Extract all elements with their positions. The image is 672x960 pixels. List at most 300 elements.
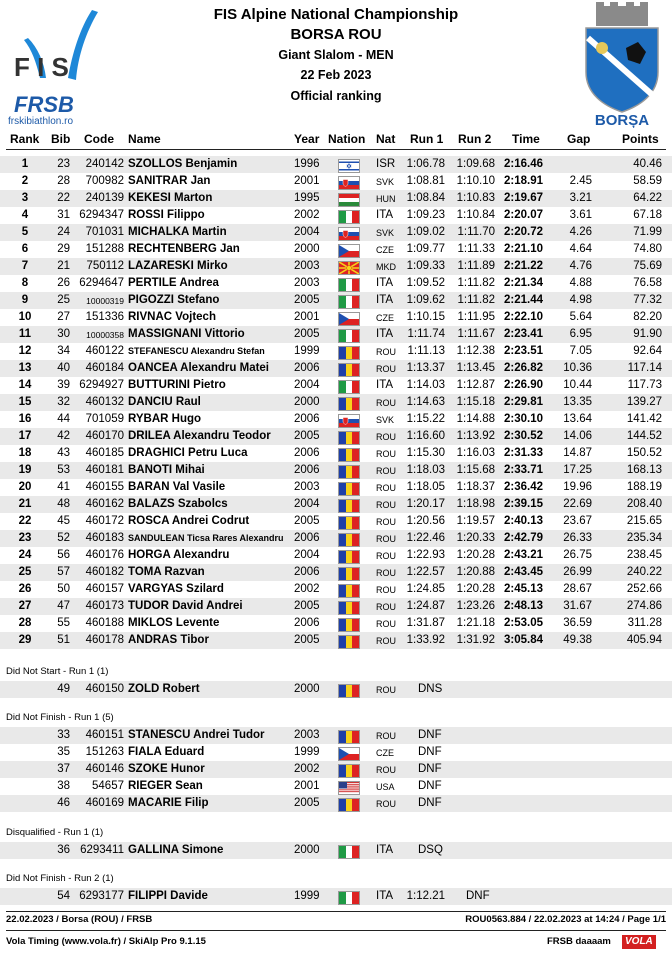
code-cell: 151336 [85,310,124,323]
frsb-url: frskibiathlon.ro [8,116,74,126]
code-cell: 460178 [85,633,124,646]
result-row [0,309,672,326]
name-cell: FILIPPI Davide [128,889,208,902]
result-row [0,496,672,513]
run1-cell: 1:14.03 [406,378,445,391]
time-cell: 2:20.07 [503,208,543,221]
nat-cell: ROU [376,533,396,544]
name-cell: DRAGHICI Petru Luca [128,446,248,459]
footer-line-2 [0,935,672,951]
bib-cell: 31 [57,208,70,221]
nat-cell: ROU [376,363,396,374]
bib-cell: 21 [57,259,70,272]
flag-ita-icon [338,891,358,903]
nat-cell: ROU [376,730,396,741]
result-row [0,547,672,564]
name-cell: BARAN Val Vasile [128,480,226,493]
nat-cell: ITA [376,889,394,902]
col-time: Time [512,132,540,146]
code-cell: 460184 [85,361,124,374]
time-cell: 2:43.21 [503,548,543,561]
result-row [0,598,672,615]
run1-cell: 1:20.56 [406,514,445,527]
name-cell: ZOLD Robert [128,682,200,695]
gap-cell: 19.96 [563,480,592,493]
name-cell: HORGA Alexandru [128,548,230,561]
frsb-text: FRSB [14,92,74,117]
bib-cell: 53 [57,463,70,476]
status-row [0,888,672,905]
points-cell: 252.66 [626,582,662,595]
result-row [0,513,672,530]
name-cell: DANCIU Raul [128,395,201,408]
gap-cell: 7.05 [569,344,592,357]
run1-cell: 1:24.85 [406,582,445,595]
run2-cell: 1:11.89 [457,259,495,272]
time-cell: 2:36.42 [503,480,543,493]
code-cell: 700982 [85,174,124,187]
name-cell: FIALA Eduard [128,745,205,758]
nat-cell: ROU [376,584,396,595]
rank-cell: 16 [18,412,32,425]
gap-cell: 6.95 [569,327,592,340]
footer-divider-top [6,911,666,912]
run1-cell: 1:09.02 [406,225,445,238]
bib-cell: 45 [57,514,70,527]
run1-cell: 1:33.92 [406,633,445,646]
header-divider [6,149,666,150]
code-cell: 240139 [85,191,124,204]
flag-rou-icon [338,618,358,630]
bib-cell: 55 [57,616,70,629]
bib-cell: 56 [57,548,70,561]
year-cell: 2005 [294,327,320,340]
flag-ita-icon [338,380,358,392]
year-cell: 2006 [294,361,320,374]
rank-cell: 17 [18,429,32,442]
year-cell: 2000 [294,242,320,255]
bib-cell: 30 [57,327,70,340]
year-cell: 1999 [294,745,320,758]
run2-cell: 1:18.98 [456,497,495,510]
flag-rou-icon [338,730,358,742]
championship-title: FIS Alpine National Championship [213,6,459,23]
time-cell: 2:31.33 [503,446,543,459]
bib-cell: 23 [57,157,70,170]
nat-cell: ROU [376,346,396,357]
rank-cell: 8 [21,276,29,289]
bib-cell: 35 [57,745,70,758]
rank-cell: 25 [18,565,32,578]
points-cell: 188.19 [626,480,662,493]
run1-cell: 1:09.77 [406,242,445,255]
bib-cell: 52 [57,531,70,544]
time-cell: 2:21.22 [503,259,543,272]
dnf1-section-title: Did Not Finish - Run 1 (5) [6,712,114,723]
year-cell: 2003 [294,728,320,741]
name-cell: TOMA Razvan [128,565,205,578]
time-cell: 2:29.81 [503,395,543,408]
nat-cell: ROU [376,482,396,493]
status-cell: DNF [418,779,442,792]
run2-cell: 1:15.18 [456,395,495,408]
nat-cell: ITA [376,276,394,289]
nat-cell: ROU [376,448,396,459]
year-cell: 1999 [294,889,320,902]
code-cell: 460188 [85,616,124,629]
name-cell: SANITRAR Jan [128,174,211,187]
bib-cell: 49 [57,682,70,695]
column-headers [0,129,672,149]
time-cell: 2:40.13 [503,514,543,527]
result-row [0,275,672,292]
rank-cell: 6 [21,242,29,255]
result-row [0,326,672,343]
name-cell: BALAZS Szabolcs [128,497,228,510]
nat-cell: SVK [376,227,395,238]
nat-cell: ITA [376,208,394,221]
nat-cell: ITA [376,327,394,340]
flag-hun-icon [338,193,358,205]
col-run1: Run 1 [410,132,444,146]
points-cell: 139.27 [626,395,662,408]
flag-rou-icon [338,798,358,810]
status-row [0,795,672,812]
gap-cell: 4.76 [569,259,592,272]
year-cell: 1999 [294,344,320,357]
bib-cell: 51 [57,633,70,646]
col-gap: Gap [567,132,591,146]
points-cell: 208.40 [626,497,662,510]
flag-isr-icon [338,159,358,171]
status-cell: DNF [418,745,442,758]
run2-cell: 1:21.18 [456,616,495,629]
run2-cell: 1:13.92 [456,429,495,442]
nat-cell: ISR [376,157,396,170]
points-cell: 144.52 [626,429,662,442]
run1-cell: 1:31.87 [406,616,445,629]
points-cell: 215.65 [626,514,662,527]
points-cell: 92.64 [633,344,662,357]
bib-cell: 33 [57,728,70,741]
gap-cell: 22.69 [563,497,592,510]
points-cell: 64.22 [633,191,662,204]
status-row [0,761,672,778]
flag-svk-icon [338,414,358,426]
run2-cell: 1:20.28 [456,582,495,595]
bib-cell: 43 [57,446,70,459]
time-cell: 2:21.44 [503,293,543,306]
run1-cell: 1:12.21 [406,889,445,902]
col-nation: Nation [328,132,366,146]
year-cell: 2001 [294,779,320,792]
run1-cell: 1:09.52 [406,276,445,289]
nat-cell: ROU [376,635,396,646]
bib-cell: 36 [57,843,70,856]
flag-rou-icon [338,764,358,776]
col-run2: Run 2 [458,132,492,146]
year-cell: 2005 [294,514,320,527]
rank-cell: 1 [21,157,29,170]
rank-cell: 14 [18,378,32,391]
code-cell: 460170 [85,429,124,442]
results-table [0,156,672,649]
name-cell: STEFANESCU Alexandru Stefan [128,346,265,356]
flag-ita-icon [338,845,358,857]
run2-cell: 1:14.88 [456,412,495,425]
gap-cell: 23.67 [563,514,592,527]
col-bib: Bib [51,132,71,146]
event-title: Giant Slalom - MEN [278,48,394,62]
result-row [0,615,672,632]
name-cell: KEKESI Marton [128,191,213,204]
code-cell: 151263 [85,745,124,758]
year-cell: 2005 [294,293,320,306]
result-row [0,241,672,258]
run2-cell: 1:11.33 [457,242,495,255]
year-cell: 2000 [294,843,320,856]
gap-cell: 31.67 [563,599,592,612]
points-cell: 141.42 [626,412,662,425]
bib-cell: 57 [57,565,70,578]
nat-cell: ITA [376,378,394,391]
code-cell: 460185 [85,446,124,459]
flag-rou-icon [338,567,358,579]
name-cell: RIEGER Sean [128,779,203,792]
result-row [0,564,672,581]
gap-cell: 13.64 [563,412,592,425]
col-year: Year [294,132,320,146]
gap-cell: 14.87 [563,446,592,459]
footer-timing: Vola Timing (www.vola.fr) / SkiAlp Pro 9.1.15 [6,936,206,947]
result-row [0,428,672,445]
flag-usa-icon [338,781,358,793]
name-cell: RECHTENBERG Jan [128,242,240,255]
run1-cell: 1:09.23 [406,208,445,221]
rank-cell: 23 [18,531,32,544]
nat-cell: ROU [376,764,396,775]
nat-cell: SVK [376,414,395,425]
name-cell: ANDRAS Tibor [128,633,209,646]
time-cell: 2:21.10 [503,242,543,255]
status-cell: DNS [418,682,443,695]
name-cell: MICHALKA Martin [128,225,227,238]
bib-cell: 24 [57,225,70,238]
flag-cze-icon [338,747,358,759]
bib-cell: 40 [57,361,70,374]
flag-rou-icon [338,448,358,460]
year-cell: 2004 [294,225,320,238]
time-cell: 2:20.72 [503,225,543,238]
nat-cell: ROU [376,465,396,476]
status-row [0,778,672,795]
gap-cell: 5.64 [569,310,592,323]
points-cell: 71.99 [633,225,662,238]
gap-cell: 28.67 [563,582,592,595]
code-cell: 10000358 [86,329,124,340]
name-cell: LAZARESKI Mirko [128,259,228,272]
rank-cell: 26 [18,582,32,595]
code-cell: 6293177 [79,889,124,902]
code-cell: 6293411 [80,843,124,856]
code-cell: 240142 [85,157,124,170]
flag-rou-icon [338,550,358,562]
points-cell: 405.94 [626,633,662,646]
points-cell: 67.18 [633,208,662,221]
name-cell: RYBAR Hugo [128,412,202,425]
code-cell: 460122 [85,344,124,357]
name-cell: TUDOR David Andrei [128,599,243,612]
run1-cell: 1:11.13 [407,344,445,357]
name-cell: OANCEA Alexandru Matei [128,361,270,374]
year-cell: 2000 [294,395,320,408]
run2-cell: 1:20.28 [456,548,495,561]
nat-cell: ROU [376,397,396,408]
year-cell: 2001 [294,310,320,323]
year-cell: 2003 [294,276,320,289]
gap-cell: 26.33 [563,531,592,544]
nat-cell: CZE [376,244,394,255]
gap-cell: 36.59 [563,616,592,629]
points-cell: 91.90 [633,327,662,340]
flag-rou-icon [338,363,358,375]
dsq-section-title: Disqualified - Run 1 (1) [6,827,104,838]
bib-cell: 25 [57,293,70,306]
flag-rou-icon [338,533,358,545]
points-cell: 311.28 [627,616,662,629]
footer-divider-bottom [6,930,666,931]
points-cell: 274.86 [626,599,662,612]
event-date: 22 Feb 2023 [300,68,372,82]
code-cell: 6294647 [79,276,124,289]
code-cell: 750112 [86,259,124,272]
run2-cell: 1:16.03 [456,446,495,459]
code-cell: 6294927 [79,378,124,391]
points-cell: 76.58 [633,276,662,289]
flag-rou-icon [338,601,358,613]
rank-cell: 3 [21,191,29,204]
status-cell: DNF [418,796,442,809]
gap-cell: 17.25 [563,463,592,476]
year-cell: 2002 [294,762,320,775]
rank-cell: 24 [18,548,32,561]
year-cell: 2000 [294,682,320,695]
footer-line-1 [0,914,672,928]
dnf2-section-title: Did Not Finish - Run 2 (1) [6,873,114,884]
name-cell: ROSCA Andrei Codrut [128,514,250,527]
run1-cell: 1:15.22 [406,412,445,425]
flag-rou-icon [338,465,358,477]
bib-cell: 46 [57,796,70,809]
flag-rou-icon [338,584,358,596]
ranking-type: Official ranking [290,89,382,103]
time-cell: 2:42.79 [503,531,543,544]
nat-cell: ROU [376,567,396,578]
bib-cell: 29 [57,242,70,255]
year-cell: 2006 [294,446,320,459]
rank-cell: 7 [21,259,29,272]
footer-right: ROU0563.884 / 22.02.2023 at 14:24 / Page 1/1 [465,914,666,925]
rank-cell: 4 [21,208,29,221]
rank-cell: 2 [21,174,29,187]
run1-cell: 1:20.17 [406,497,445,510]
run1-cell: 1:13.37 [406,361,445,374]
code-cell: 54657 [92,779,124,792]
time-cell: 2:30.10 [503,412,543,425]
fis-frsb-logo [6,6,106,126]
time-cell: 2:39.15 [503,497,543,510]
flag-rou-icon [338,684,358,696]
time-cell: 2:30.52 [503,429,543,442]
run2-cell: 1:18.37 [456,480,495,493]
run1-cell: 1:16.60 [406,429,445,442]
name-cell: VARGYAS Szilard [128,582,224,595]
result-row [0,360,672,377]
name-cell: BANOTI Mihai [128,463,205,476]
gap-cell: 4.26 [569,225,592,238]
bib-cell: 41 [57,480,70,493]
run1-cell: 1:11.74 [407,327,445,340]
col-code: Code [84,132,114,146]
rank-cell: 12 [18,344,32,357]
nat-cell: ROU [376,550,396,561]
time-cell: 2:18.91 [503,174,543,187]
rank-cell: 20 [18,480,32,493]
result-row [0,445,672,462]
rank-cell: 10 [18,310,32,323]
time-cell: 2:23.51 [503,344,543,357]
year-cell: 2003 [294,480,320,493]
flag-cze-icon [338,312,358,324]
run2-cell: 1:10.10 [456,174,495,187]
flag-rou-icon [338,635,358,647]
run1-cell: 1:08.81 [406,174,445,187]
gap-cell: 3.21 [569,191,592,204]
nat-cell: ROU [376,684,396,695]
borsa-coat-of-arms [582,2,662,128]
run1-cell: 1:08.84 [406,191,445,204]
flag-cze-icon [338,244,358,256]
gap-cell: 13.35 [563,395,592,408]
flag-ita-icon [338,210,358,222]
time-cell: 2:23.41 [503,327,543,340]
year-cell: 2004 [294,497,320,510]
bib-cell: 50 [57,582,70,595]
borsa-text: BORȘA [594,112,650,128]
bib-cell: 38 [57,779,70,792]
name-cell: RIVNAC Vojtech [128,310,216,323]
code-cell: 460181 [85,463,124,476]
code-cell: 701031 [85,225,124,238]
run1-cell: 1:24.87 [406,599,445,612]
name-cell: SZOKE Hunor [128,762,205,775]
run2-cell: 1:09.68 [456,157,495,170]
code-cell: 460150 [85,682,124,695]
nat-cell: ITA [376,293,394,306]
run2-cell: 1:15.68 [456,463,495,476]
code-cell: 460182 [85,565,124,578]
bib-cell: 37 [57,762,70,775]
result-row [0,581,672,598]
bib-cell: 47 [57,599,70,612]
rank-cell: 5 [21,225,29,238]
col-nat: Nat [376,132,396,146]
nat-cell: ROU [376,618,396,629]
status-cell: DNF [418,728,442,741]
status-row [0,727,672,744]
name-cell: SZOLLOS Benjamin [128,157,238,170]
result-row [0,190,672,207]
